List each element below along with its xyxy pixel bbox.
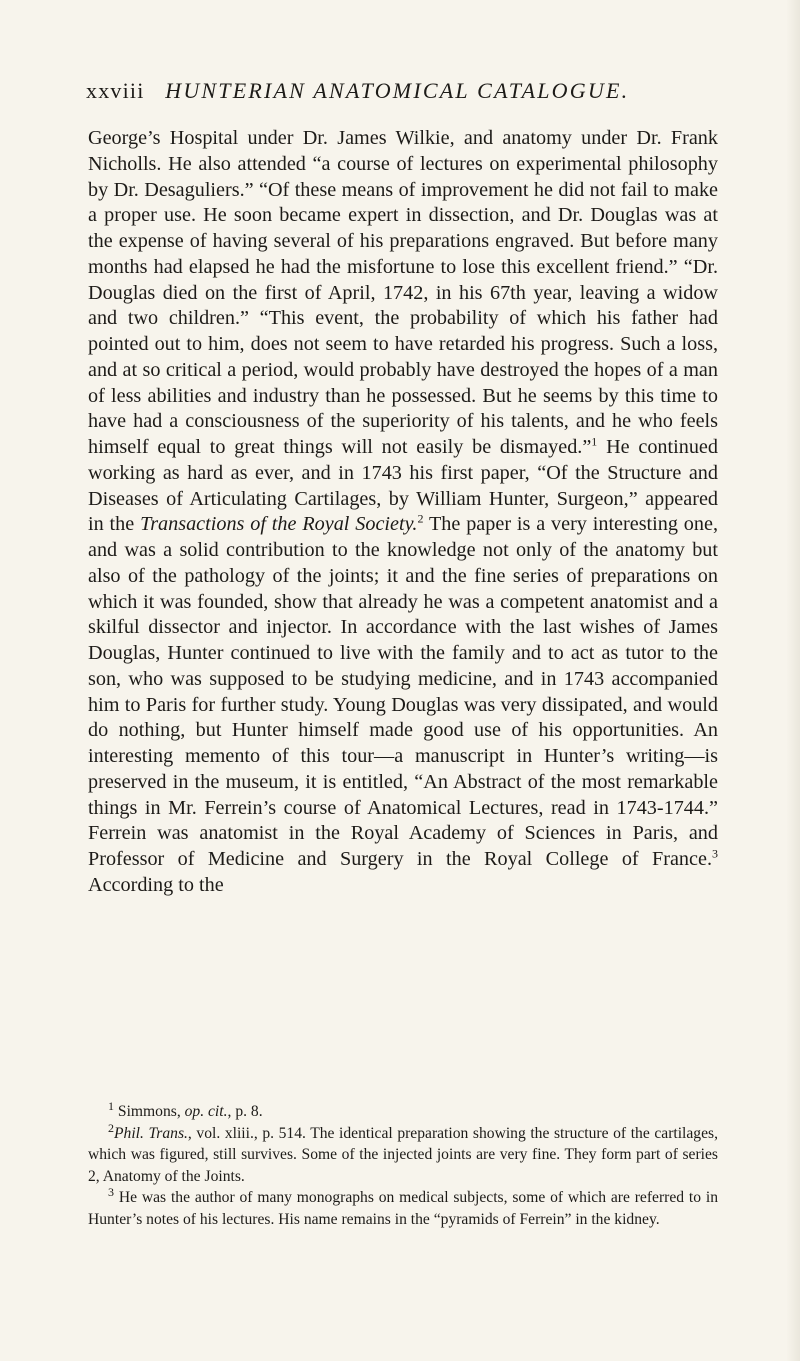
footnote-2 bbox=[88, 1120, 718, 1188]
body-text-segment-4: According to the bbox=[88, 873, 224, 896]
footnote-mark: 1 bbox=[108, 1098, 114, 1113]
footnote-mark: 2 bbox=[108, 1120, 114, 1135]
body-text-segment-3: The paper is a very interesting one, and was a solid contribution to the knowledge not only of the anatomy but also of the pathology of the joints; it and the fine series of preparations on which it was founded, show that already he was a competent anatomist and a skilful dissector and injector. In accordance with the last wishes of James Douglas, Hunter continued to live with the family and to act as tutor to the son, who was supposed to be studying medicine, and in 1743 accompanied him to Paris for further study. Young Douglas was very dissipated, and would do nothing, but Hunter himself made good use of his opportunities. An interesting memento of this tour—a manuscript in Hunter’s writing—is preserved in the museum, it is entitled, “An Abstract of the most remarkable things in Mr. Ferrein’s course of Anatomical Lectures, read in 1743-1744.” Ferrein was anatomist in the Royal Academy of Sciences in Paris, and Professor of Medicine and Surgery in the Royal College of France. bbox=[88, 513, 718, 870]
footnote-text: He was the author of many monographs on medical subjects, some of which are referred to in Hunter’s notes of his lectures. His name remains in the “pyramids of Ferrein” in the kidney. bbox=[88, 1189, 718, 1228]
page-number: xxviii bbox=[86, 78, 145, 103]
footnotes bbox=[88, 1098, 718, 1230]
footnote-italic: Phil. Trans. bbox=[114, 1124, 188, 1142]
body-paragraph bbox=[88, 126, 718, 899]
footnote-ref-3: 3 bbox=[712, 846, 718, 861]
body-text-segment-1: George’s Hospital under Dr. James Wilkie, and anatomy under Dr. Frank Nicholls. He also attended “a course of lectures on experimental philosophy by Dr. Desaguliers.” “Of these means of improvement he did not fail to make a proper use. He soon became expert in dissection, and Dr. Douglas was at the expense of having several of his preparations engraved. But before many months had elapsed he had the misfortune to lose this excellent friend.” “Dr. Douglas died on the first of April, 1742, in his 67th year, leaving a widow and two children.” “This event, the probability of which his father had pointed out to him, does not seem to have retarded his progress. Such a loss, and at so critical a period, would probably have destroyed the hopes of a man of less abilities and industry than he possessed. But he seems by this time to have had a consciousness of the superiority of his talents, and he who feels himself equal to great things will not easily be dismayed.” bbox=[88, 127, 718, 458]
footnote-text: Simmons, bbox=[114, 1103, 185, 1120]
running-title: HUNTERIAN ANATOMICAL CATALOGUE. bbox=[165, 78, 630, 103]
footnote-text: , p. 8. bbox=[227, 1103, 263, 1120]
footnote-3 bbox=[88, 1184, 718, 1230]
body-text-segment-2: He continued working as hard as ever, and in 1743 his first paper, “Of the Structure and Diseases of Articulating Cartilages, by William Hunter, Surgeon,” appeared in the bbox=[88, 436, 718, 536]
footnote-ref-2: 2 bbox=[417, 511, 424, 526]
running-head bbox=[86, 78, 726, 108]
footnote-italic: op. cit. bbox=[184, 1103, 228, 1120]
page-edge-shadow bbox=[786, 0, 800, 1361]
footnote-text: , vol. xliii., p. 514. The identical preparation showing the structure of the cartilages, which was figured, still survives. Some of the injected joints are very fine. They form part of series 2, Anatomy of the Joints. bbox=[88, 1124, 718, 1185]
footnote-ref-1: 1 bbox=[591, 434, 598, 449]
footnote-1 bbox=[88, 1098, 718, 1123]
journal-title: Transactions of the Royal Society. bbox=[140, 513, 418, 536]
footnote-mark: 3 bbox=[108, 1184, 114, 1199]
